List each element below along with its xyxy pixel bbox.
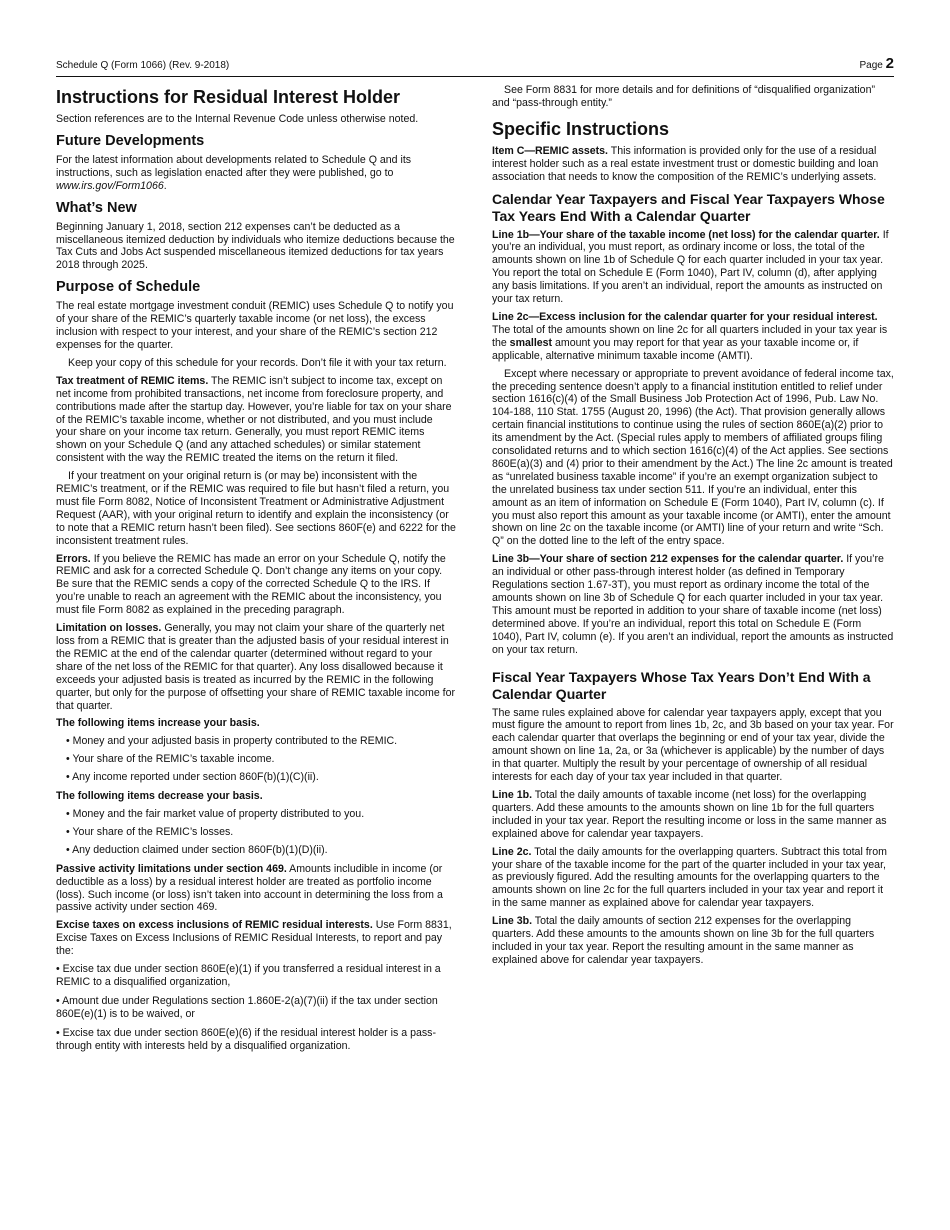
future-developments-heading: Future Developments [56, 132, 205, 149]
tax-treatment-paragraph: Tax treatment of REMIC items. The REMIC isn’t subject to income tax, except on net income from prohibited transactions, net income from foreclosure property, and contributions made after the startup day. However, you’re liable for tax on your share of the REMIC’s taxable income, whether or not distributed, and you must include your share on your income tax return. Generally, you must report REMIC items shown on your Schedule Q (and any attached schedules) or similar statement consistent with the way the REMIC treated the items on the return it filed. [56, 374, 452, 465]
item-c-paragraph: Item C—REMIC assets. This information is provided only for the use of a residual interest holder such as a real estate investment trust or domestic building and loan association that needs to know the composition of the REMIC’s underlying assets. [492, 144, 879, 183]
page-number [860, 55, 894, 72]
whats-new-text: Beginning January 1, 2018, section 212 expenses can’t be deducted as a miscellaneous itemized deduction by individuals who itemize deductions because the Tax Cuts and Jobs Act suspended miscellaneous itemized deductions for tax years 2018 through 2025. [56, 220, 455, 272]
line-1b-paragraph: Line 1b—Your share of the taxable income (net loss) for the calendar quarter. If you’re an individual, you must report, as ordinary income or loss, the total of the amounts shown on line 1b of Schedule Q for each quarter included in your tax year. You report the total on Schedule E (Form 1040), Part IV, column (d), after applying any basis limitations. If you aren’t an individual, report the amounts as instructed on your tax return. [492, 228, 889, 306]
passive-activity-label: Passive activity limitations under section 469. [56, 862, 287, 875]
smallest-emphasis: smallest [509, 336, 553, 349]
line-3b-label: Line 3b—Your share of section 212 expenses for the calendar quarter. [492, 553, 844, 566]
instructions-title: Instructions for Residual Interest Holder [56, 87, 401, 107]
list-item: • Any deduction claimed under section 860F(b)(1)(D)(ii). [66, 843, 328, 856]
excise-bullet: • Amount due under Regulations section 1.860E-2(a)(7)(ii) if the tax under section 860E(e)(1) is to be waived, or [56, 994, 438, 1020]
increase-basis-label: The following items increase your basis. [56, 717, 260, 730]
excise-bullet: • Excise tax due under section 860E(e)(6) if the residual interest holder is a pass-through entity with interests held by a disqualified organization. [56, 1026, 436, 1052]
purpose-text: The real estate mortgage investment conduit (REMIC) uses Schedule Q to notify you of your share of the REMIC’s quarterly taxable income (or net loss), the excess inclusion with respect to your interest, and your share of the REMIC’s section 212 expenses for the quarter. [56, 300, 454, 351]
decrease-basis-list [56, 808, 456, 857]
irs-form-link[interactable]: www.irs.gov/Form1066 [56, 179, 164, 192]
fiscal-line-3b-label: Line 3b. [492, 915, 533, 928]
fiscal-line-1b-label: Line 1b. [492, 788, 533, 801]
item-c-label: Item C—REMIC assets. [492, 144, 608, 157]
page-header [56, 56, 894, 77]
tax-treatment-label: Tax treatment of REMIC items. [56, 374, 209, 387]
purpose-heading: Purpose of Schedule [56, 279, 201, 296]
excise-taxes-label: Excise taxes on excess inclusions of REMIC residual interests. [56, 919, 373, 932]
future-developments-text: For the latest information about developments related to Schedule Q and its instructions, such as legislation enacted after they were published, go to www.irs.gov/Form1066. [56, 153, 412, 192]
line-2c-label: Line 2c—Excess inclusion for the calendar quarter for your residual interest. [492, 310, 878, 323]
fiscal-intro-text: The same rules explained above for calendar year taxpayers apply, except that you must figure the amount to report from lines 1b, 2c, and 3b based on your tax year. For each calendar quarter that overlaps the beginning or end of your tax year, divide the amount shown on line 1a, 2a, or 3a (whichever is applicable) by the number of days in that quarter. Multiply the result by your percentage of ownership of all residual interests for each day of your tax year included in that quarter. [492, 706, 894, 784]
line-2c-paragraph: Line 2c—Excess inclusion for the calendar quarter for your residual interest. The total of the amounts shown on line 2c for all quarters included in your tax year is the smallest amount you may report for that year as your taxable income or, if applicable, alternative minimum taxable income (AMTI). [492, 310, 888, 362]
fiscal-line-2c-label: Line 2c. [492, 845, 532, 858]
fiscal-line-1b-paragraph: Line 1b. Total the daily amounts of taxable income (net loss) for the overlapping quarters. Add these amounts to the amounts shown on line 1b for the full quarters included in your tax year. Report the resulting income or loss in the same manner as explained above for calendar year taxpayers. [492, 788, 887, 840]
fiscal-line-2c-paragraph: Line 2c. Total the daily amounts for the overlapping quarters. Subtract this total from your share of the taxable income for the part of the quarter included in your tax year, as previously figured. Add the resulting amounts for the overlapping quarters to the amounts shown on line 2c for the full quarters included in your tax year and report it in the same manner as explained above for calendar year taxpayers. [492, 845, 887, 910]
list-item: • Money and your adjusted basis in property contributed to the REMIC. [66, 735, 398, 748]
keep-copy-text: Keep your copy of this schedule for your records. Don’t file it with your tax return. [68, 356, 447, 369]
line-1b-label: Line 1b—Your share of the taxable income (net loss) for the calendar quarter. [492, 228, 880, 241]
limitation-paragraph: Limitation on losses. Generally, you may not claim your share of the quarterly net loss from a REMIC that is greater than the adjusted basis of your residual interest in the REMIC at the end of the calendar quarter (determined without regard to your share of the net loss of the REMIC for that quarter). Any loss disallowed because it exceeds your adjusted basis is treated as incurred by the REMIC in the following quarter, but only for the purpose of offsetting your share of REMIC taxable income for that quarter. [56, 622, 456, 712]
list-item: • Any income reported under section 860F(b)(1)(C)(ii). [66, 771, 319, 784]
whats-new-heading: What’s New [56, 199, 137, 216]
limitation-label: Limitation on losses. [56, 622, 162, 635]
errors-label: Errors. [56, 552, 91, 565]
inconsistent-treatment-paragraph: If your treatment on your original return is (or may be) inconsistent with the REMIC’s treatment, or if the REMIC was required to file but hasn’t filed a return, you must file Form 8082, Notice of Inconsistent Treatment or Administrative Adjustment Request (AAR), with your original return to identify and explain the inconsistency (or to note that a REMIC return hasn’t been filed). See sections 860F(e) and 6222 for the inconsistent treatment rules. [56, 470, 456, 547]
calendar-year-heading: Calendar Year Taxpayers and Fiscal Year Taxpayers Whose Tax Years End With a Calendar Quarter [492, 190, 885, 224]
errors-paragraph: Errors. If you believe the REMIC has made an error on your Schedule Q, notify the REMIC and ask for a corrected Schedule Q. Don’t change any items on your copy. Be sure that the REMIC sends a copy of the corrected Schedule Q to the IRS. If you’re unable to reach an agreement with the REMIC about the inconsistency, you must file Form 8082 as explained in the preceding paragraph. [56, 552, 446, 617]
form-identifier: Schedule Q (Form 1066) (Rev. 9-2018) [56, 60, 230, 71]
list-item: • Your share of the REMIC’s losses. [66, 825, 234, 838]
section-references-note: Section references are to the Internal Revenue Code unless otherwise noted. [56, 113, 419, 125]
specific-instructions-heading: Specific Instructions [492, 118, 670, 139]
decrease-basis-label: The following items decrease your basis. [56, 790, 263, 803]
see-form-8831-text: See Form 8831 for more details and for definitions of “disqualified organization” and “pass-through entity.” [492, 84, 875, 109]
fiscal-year-heading: Fiscal Year Taxpayers Whose Tax Years Don’t End With a Calendar Quarter [492, 668, 871, 702]
list-item: • Money and the fair market value of property distributed to you. [66, 807, 365, 820]
line-3b-paragraph: Line 3b—Your share of section 212 expenses for the calendar quarter. If you’re an individual or other pass-through interest holder (as defined in Temporary Regulations section 1.67-3T), you must report as ordinary income the total of the amounts shown on line 3b of Schedule Q for each quarter included in your tax year. This amount must be reported in addition to your share of taxable income (net loss) determined above. If you’re an individual, report this total on Schedule E (Form 1040), Part IV, column (e). If you aren’t an individual, report the amounts as instructed on your tax return. [492, 553, 894, 656]
page-label: Page [859, 60, 883, 71]
excise-taxes-paragraph: Excise taxes on excess inclusions of REMIC residual interests. Use Form 8831, Excise Taxes on Excess Inclusions of REMIC Residual Interests, to report and pay the: [56, 919, 452, 958]
list-item: • Your share of the REMIC’s taxable income. [66, 753, 275, 766]
passive-activity-paragraph: Passive activity limitations under section 469. Amounts includible in income (or deductible as a loss) by a residual interest holder are treated as portfolio income (loss). Such income (or loss) isn’t taken into account in determining the loss from a passive activity under section 469. [56, 862, 443, 914]
page-number-value: 2 [885, 55, 894, 72]
except-paragraph: Except where necessary or appropriate to prevent avoidance of federal income tax, the preceding sentence doesn’t apply to a financial institution entitled to relief under section 1616(c)(4) of the Small Business Job Protection Act of 1996, Pub. Law No. 104-188, 110 Stat. 1755 (August 20, 1996) (the Act). That provision generally allows certain financial institutions to continue using the rules of section 860E(a)(2) prior to its amendment by the Act. (Special rules apply to members of affiliated groups filing consolidated returns and to which section 1616(c)(4) of the Act applies. See sections 860E(a)(3) and (4) prior to their amendment by the Act.) The line 2c amount is treated as “unrelated business taxable income” if you’re an exempt organization subject to the unrelated business tax under section 511. If you’re an individual, enter this amount as an item of information on Schedule E (Form 1040), Part IV, column (c). If you must also report this amount as your taxable income (or AMTI), enter the amount shown on line 2c on the taxable income (or AMTI) line of your return and write “Sch. Q” on the dotted line to the left of the entry space. [492, 367, 894, 548]
excise-bullet: • Excise tax due under section 860E(e)(1) if you transferred a residual interest in a REMIC to a disqualified organization, [56, 963, 441, 988]
fiscal-line-3b-paragraph: Line 3b. Total the daily amounts of section 212 expenses for the overlapping quarters. Add these amounts to the amounts shown on line 3b for the full quarters included in your tax year. Report the resulting amount in the same manner as explained above for calendar year taxpayers. [492, 915, 875, 966]
increase-basis-list [56, 735, 456, 784]
left-column [56, 84, 456, 1058]
right-column [492, 84, 894, 972]
